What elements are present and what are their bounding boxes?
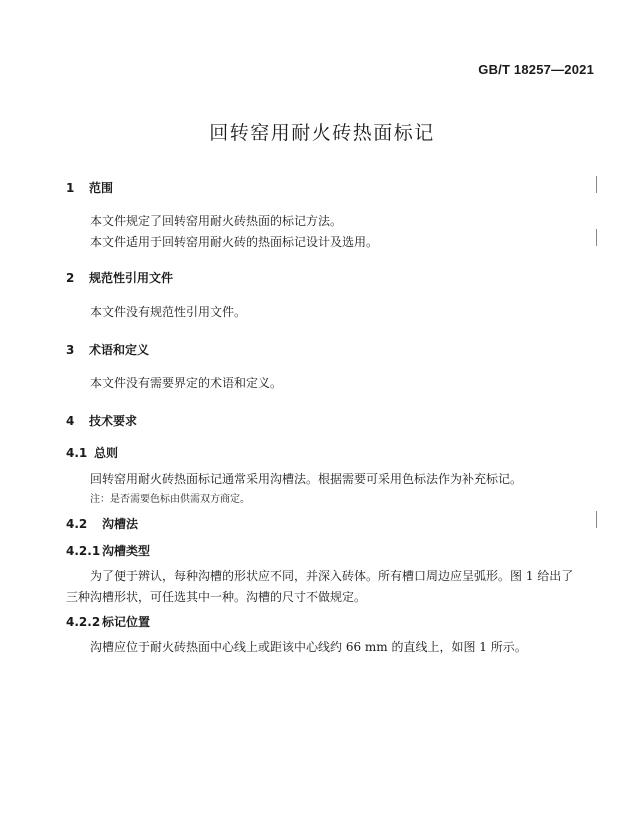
section-4-2-2-paragraph: 沟槽应位于耐火砖热面中心线上或距该中心线约 66 mm 的直线上，如图 1 所示。 [90,640,527,654]
section-number: 1 [66,181,75,195]
section-1-heading [66,179,113,196]
section-number: 3 [66,343,75,357]
section-4-2-1-heading [66,542,150,559]
section-4-heading [66,412,137,429]
section-2-heading [66,269,173,286]
section-4-2-1-paragraph: 为了便于辨认，每种沟槽的形状应不同，并深入砖体。所有槽口周边应呈弧形。图 1 给出了三种沟槽形状，可任选其中一种。沟槽的尺寸不做规定。 [66,569,574,604]
section-2-paragraph: 本文件没有规范性引用文件。 [90,305,247,319]
section-number: 2 [66,271,75,285]
section-title: 技术要求 [89,414,138,428]
section-title: 标记位置 [102,615,151,629]
section-number: 4.2.2 [66,615,101,629]
section-4-1-heading [66,444,118,461]
document-title: 回转窑用耐火砖热面标记 [209,122,435,144]
section-4-2-2-heading [66,613,150,630]
section-title: 术语和定义 [89,343,150,357]
section-title: 范围 [89,181,114,195]
section-4-2-heading [66,515,138,532]
section-3-paragraph: 本文件没有需要界定的术语和定义。 [90,376,283,390]
section-number: 4 [66,414,75,428]
section-3-heading [66,341,149,358]
section-title: 沟槽类型 [102,544,151,558]
section-number: 4.2 [66,517,88,531]
section-1-paragraph-1: 本文件规定了回转窑用耐火砖热面的标记方法。 [90,214,343,228]
section-number: 4.2.1 [66,544,101,558]
section-title: 沟槽法 [102,517,139,531]
margin-change-bar [596,229,597,246]
section-4-1-note: 注：是否需要色标由供需双方商定。 [90,494,250,505]
margin-change-bar [596,176,597,193]
section-title: 规范性引用文件 [89,271,174,285]
margin-change-bar [596,511,597,528]
section-number: 4.1 [66,446,88,460]
standard-code: GB/T 18257—2021 [478,62,594,77]
section-title: 总则 [94,446,119,460]
section-1-paragraph-2: 本文件适用于回转窑用耐火砖的热面标记设计及选用。 [90,235,379,249]
section-4-1-paragraph: 回转窑用耐火砖热面标记通常采用沟槽法。根据需要可采用色标法作为补充标记。 [90,472,523,486]
